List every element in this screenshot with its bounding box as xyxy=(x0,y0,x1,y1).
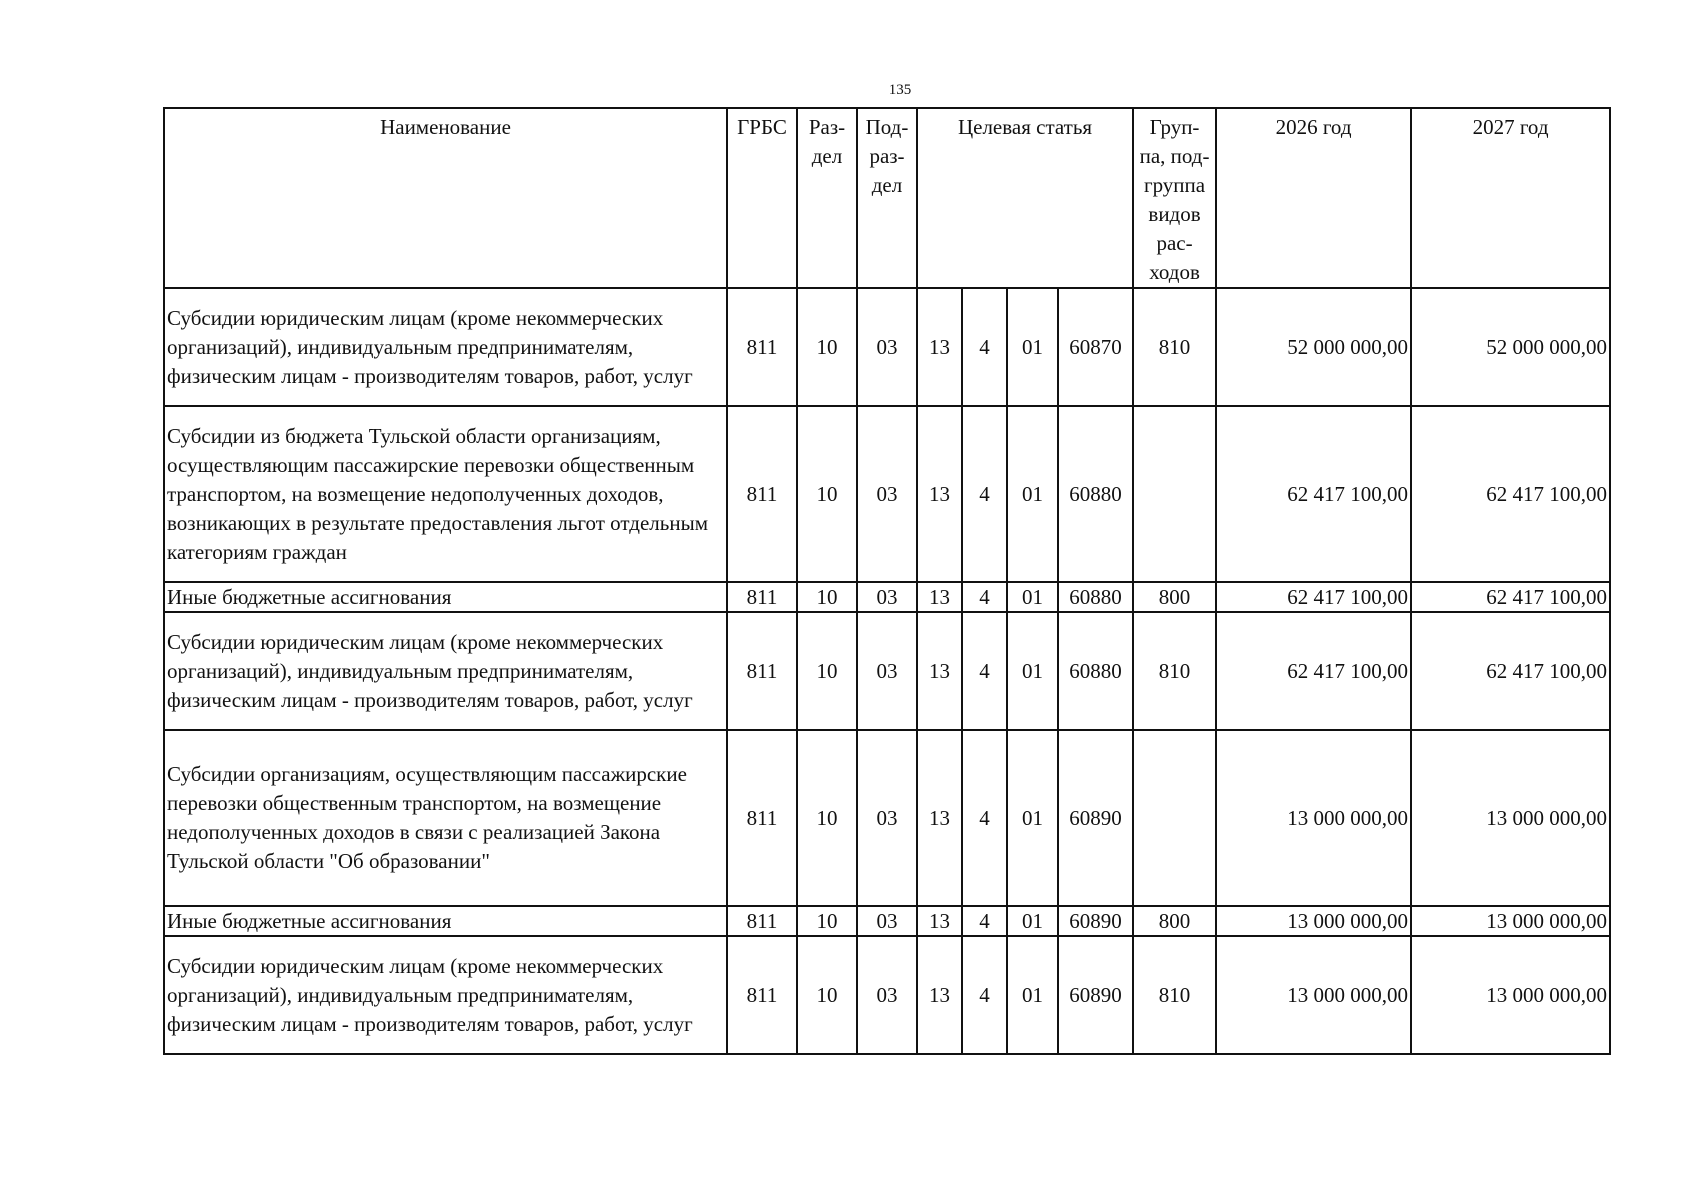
table-row xyxy=(164,936,1610,1054)
cell-gruppa: 800 xyxy=(1133,582,1216,612)
cell-cs-type: 4 xyxy=(962,936,1007,1054)
cell-podrazdel: 03 xyxy=(857,612,917,730)
table-row xyxy=(164,730,1610,906)
header-year-2027: 2027 год xyxy=(1411,108,1610,288)
cell-cs-subprogram: 01 xyxy=(1007,582,1058,612)
cell-amount-2026: 62 417 100,00 xyxy=(1216,406,1411,582)
cell-cs-program: 13 xyxy=(917,288,962,406)
cell-name: Иные бюджетные ассигнования xyxy=(164,582,727,612)
cell-grbs: 811 xyxy=(727,906,797,936)
cell-podrazdel: 03 xyxy=(857,730,917,906)
cell-name: Субсидии юридическим лицам (кроме некоммерческих организаций), индивидуальным предпринимателям, физическим лицам - производителям товаров, работ, услуг xyxy=(164,936,727,1054)
cell-gruppa: 800 xyxy=(1133,906,1216,936)
cell-cs-direction: 60880 xyxy=(1058,406,1133,582)
table-row xyxy=(164,288,1610,406)
cell-cs-subprogram: 01 xyxy=(1007,936,1058,1054)
header-gruppa-vidov-rashodov: Груп- па, под- группа видов рас- ходов xyxy=(1133,108,1216,288)
cell-cs-type: 4 xyxy=(962,906,1007,936)
cell-cs-program: 13 xyxy=(917,406,962,582)
cell-amount-2027: 62 417 100,00 xyxy=(1411,612,1610,730)
header-row xyxy=(164,108,1610,288)
header-year-2026: 2026 год xyxy=(1216,108,1411,288)
header-razdel: Раз- дел xyxy=(797,108,857,288)
cell-grbs: 811 xyxy=(727,612,797,730)
cell-amount-2027: 62 417 100,00 xyxy=(1411,406,1610,582)
cell-amount-2027: 62 417 100,00 xyxy=(1411,582,1610,612)
budget-table xyxy=(163,107,1611,1055)
cell-name: Субсидии из бюджета Тульской области организациям, осуществляющим пассажирские перевозки общественным транспортом, на возмещение недополученных доходов, возникающих в результате предоставления льгот отдельным категориям граждан xyxy=(164,406,727,582)
table-row xyxy=(164,406,1610,582)
cell-grbs: 811 xyxy=(727,406,797,582)
cell-cs-subprogram: 01 xyxy=(1007,906,1058,936)
header-grbs: ГРБС xyxy=(727,108,797,288)
cell-grbs: 811 xyxy=(727,730,797,906)
table-row xyxy=(164,906,1610,936)
cell-razdel: 10 xyxy=(797,906,857,936)
cell-gruppa: 810 xyxy=(1133,288,1216,406)
cell-cs-direction: 60870 xyxy=(1058,288,1133,406)
cell-podrazdel: 03 xyxy=(857,288,917,406)
cell-podrazdel: 03 xyxy=(857,936,917,1054)
cell-cs-program: 13 xyxy=(917,582,962,612)
cell-cs-subprogram: 01 xyxy=(1007,406,1058,582)
cell-cs-type: 4 xyxy=(962,288,1007,406)
cell-cs-subprogram: 01 xyxy=(1007,730,1058,906)
cell-amount-2027: 52 000 000,00 xyxy=(1411,288,1610,406)
cell-cs-program: 13 xyxy=(917,730,962,906)
cell-razdel: 10 xyxy=(797,936,857,1054)
cell-cs-subprogram: 01 xyxy=(1007,288,1058,406)
header-tselevaya-statya: Целевая статья xyxy=(917,108,1133,288)
cell-grbs: 811 xyxy=(727,582,797,612)
cell-gruppa xyxy=(1133,730,1216,906)
cell-cs-type: 4 xyxy=(962,406,1007,582)
cell-amount-2026: 13 000 000,00 xyxy=(1216,936,1411,1054)
cell-cs-direction: 60890 xyxy=(1058,730,1133,906)
cell-name: Субсидии организациям, осуществляющим пассажирские перевозки общественным транспортом, на возмещение недополученных доходов в связи с реализацией Закона Тульской области "Об образовании" xyxy=(164,730,727,906)
cell-amount-2026: 13 000 000,00 xyxy=(1216,730,1411,906)
cell-name: Субсидии юридическим лицам (кроме некоммерческих организаций), индивидуальным предпринимателям, физическим лицам - производителям товаров, работ, услуг xyxy=(164,612,727,730)
cell-gruppa xyxy=(1133,406,1216,582)
cell-amount-2027: 13 000 000,00 xyxy=(1411,906,1610,936)
cell-name: Иные бюджетные ассигнования xyxy=(164,906,727,936)
cell-razdel: 10 xyxy=(797,582,857,612)
cell-cs-type: 4 xyxy=(962,730,1007,906)
cell-cs-subprogram: 01 xyxy=(1007,612,1058,730)
cell-cs-program: 13 xyxy=(917,906,962,936)
cell-amount-2026: 62 417 100,00 xyxy=(1216,612,1411,730)
cell-amount-2027: 13 000 000,00 xyxy=(1411,730,1610,906)
cell-gruppa: 810 xyxy=(1133,612,1216,730)
cell-name: Субсидии юридическим лицам (кроме некоммерческих организаций), индивидуальным предпринимателям, физическим лицам - производителям товаров, работ, услуг xyxy=(164,288,727,406)
cell-razdel: 10 xyxy=(797,730,857,906)
cell-podrazdel: 03 xyxy=(857,906,917,936)
cell-cs-program: 13 xyxy=(917,612,962,730)
table-row xyxy=(164,612,1610,730)
cell-cs-direction: 60890 xyxy=(1058,906,1133,936)
cell-grbs: 811 xyxy=(727,936,797,1054)
cell-cs-type: 4 xyxy=(962,582,1007,612)
header-name: Наименование xyxy=(164,108,727,288)
cell-razdel: 10 xyxy=(797,406,857,582)
cell-cs-type: 4 xyxy=(962,612,1007,730)
cell-amount-2027: 13 000 000,00 xyxy=(1411,936,1610,1054)
table-row xyxy=(164,582,1610,612)
cell-razdel: 10 xyxy=(797,288,857,406)
page-number: 135 xyxy=(888,82,912,98)
cell-razdel: 10 xyxy=(797,612,857,730)
cell-grbs: 811 xyxy=(727,288,797,406)
cell-podrazdel: 03 xyxy=(857,582,917,612)
header-podrazdel: Под- раз- дел xyxy=(857,108,917,288)
cell-podrazdel: 03 xyxy=(857,406,917,582)
cell-cs-direction: 60880 xyxy=(1058,582,1133,612)
cell-cs-program: 13 xyxy=(917,936,962,1054)
cell-amount-2026: 13 000 000,00 xyxy=(1216,906,1411,936)
cell-gruppa: 810 xyxy=(1133,936,1216,1054)
cell-cs-direction: 60890 xyxy=(1058,936,1133,1054)
cell-amount-2026: 52 000 000,00 xyxy=(1216,288,1411,406)
cell-cs-direction: 60880 xyxy=(1058,612,1133,730)
cell-amount-2026: 62 417 100,00 xyxy=(1216,582,1411,612)
